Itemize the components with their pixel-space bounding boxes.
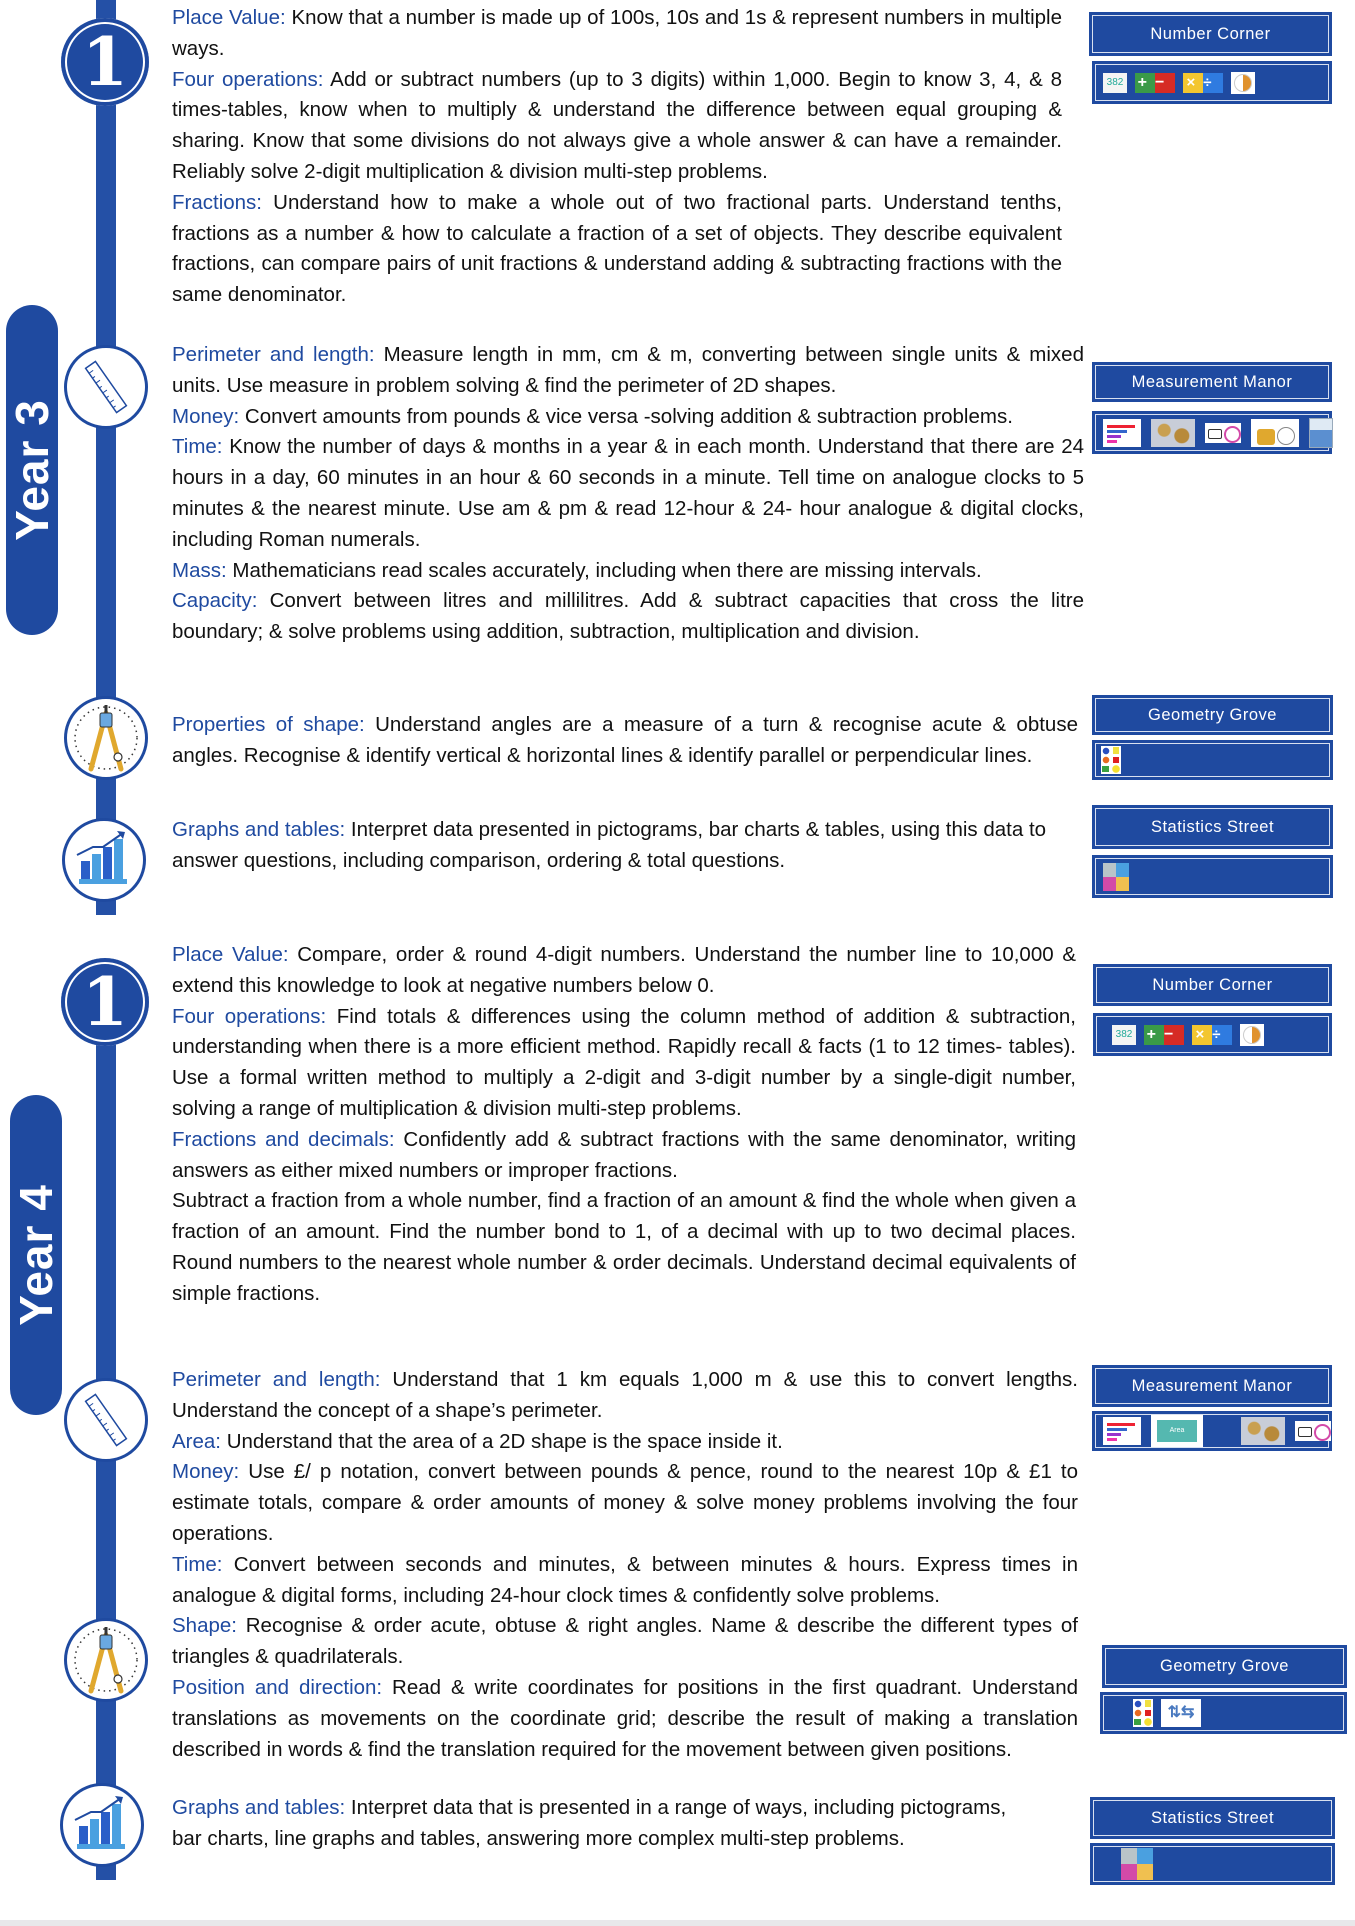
objective-text: Understand that 1 km equals 1,000 m & use this to convert lengths. Understand the concept of a shape’s perimeter. — [172, 1368, 1078, 1422]
multiply-divide-icon[interactable]: ×÷ — [1183, 73, 1223, 93]
objective-title: Time: — [172, 435, 223, 459]
year3-measurement-text — [172, 340, 1084, 648]
objective-text: Know the number of days & months in a year & in each month. Understand that there are 24 hours in a day, 60 minutes in an hour & 60 seconds in a minute. Tell time on analogue clocks to 5 minutes & the nearest minute. Use am & pm & read 12-hour & 24- hour analogue & digital clocks, including Roman numerals. — [172, 435, 1084, 551]
box-title: Geometry Grove — [1148, 705, 1277, 724]
year3-number-text — [172, 3, 1062, 311]
objective-paragraph — [172, 586, 1084, 648]
objective-paragraph — [172, 1611, 1078, 1673]
objective-title: Capacity: — [172, 589, 258, 613]
area-rectangle-icon[interactable] — [1151, 1415, 1203, 1447]
geometry-grove-icons — [1092, 740, 1333, 780]
objective-text: Mathematicians read scales accurately, including when there are missing intervals. — [226, 558, 982, 582]
objective-text: Confidently add & subtract fractions with the same denominator, writing answers as either mixed numbers or improper fractions. — [172, 1127, 1077, 1182]
geometry-grove-icons — [1100, 1692, 1347, 1734]
objective-title: Area: — [172, 1429, 221, 1453]
objective-title: Four operations: — [172, 67, 324, 91]
multiply-divide-icon[interactable]: ×÷ — [1192, 1025, 1232, 1045]
objective-text: Know that a number is made up of 100s, 10s and 1s & represent numbers in multiple ways. — [172, 6, 1062, 60]
year-3-pill — [6, 305, 58, 635]
number-one-icon: 1 — [61, 18, 149, 106]
objective-paragraph — [172, 3, 1062, 65]
objective-title: Four operations: — [172, 1004, 327, 1028]
objective-title: Money: — [172, 404, 240, 428]
objective-paragraph — [172, 1673, 1078, 1765]
objective-title: Fractions and decimals: — [172, 1127, 395, 1151]
objective-title: Shape: — [172, 1614, 237, 1638]
objective-text: Find totals & differences using the column method of addition & subtraction, understanding when there is a more efficient method. Rapidly recall & facts (1 to 12 times- tables). Use a formal written method to multiply a 2-digit and 3-digit number by a single-digit number, solving a range of multiplication & division multi-step problems. — [172, 1004, 1076, 1120]
objective-paragraph — [172, 815, 1052, 877]
measurement-manor-icons — [1092, 411, 1332, 454]
objective-title: Place Value: — [172, 943, 289, 966]
area-thumb-label: Area — [1157, 1420, 1197, 1442]
ruler-icon — [64, 1378, 148, 1462]
objective-title: Money: — [172, 1460, 240, 1484]
ruler-icon — [64, 345, 148, 429]
objective-text: Use £/ p notation, convert between pounds & pence, round to the nearest 10p & £1 to estimate totals, compare & order amounts of money & solve money problems involving the four operations. — [172, 1460, 1078, 1545]
year4-statistics-text — [172, 1793, 1032, 1855]
objective-title: Graphs and tables: — [172, 1796, 346, 1819]
objective-paragraph — [172, 1793, 1032, 1855]
objective-text: Subtract a fraction from a whole number, find a fraction of an amount & find the whole when given a fraction of an amount. Find the number bond to 1, of a decimal with up to two decimal places. Round numbers to the nearest whole number & order decimals. Understand decimal equivalents of simple fractions. — [172, 1189, 1076, 1305]
objective-paragraph — [172, 188, 1062, 311]
objective-text: Understand angles are a measure of a turn & recognise acute & obtuse angles. Recognise & identify vertical & horizontal lines & identify parallel or perpendicular lines. — [172, 713, 1078, 767]
digital-analogue-clock-icon[interactable] — [1295, 1421, 1331, 1441]
objective-title: Time: — [172, 1552, 223, 1576]
objective-text: Add or subtract numbers (up to 3 digits) within 1,000. Begin to know 3, 4, & 8 times-tables, know when to multiply & understand the difference between equal grouping & sharing. Know that some divisions do not always give a whole answer & can have a remainder. Reliably solve 2-digit multiplication & division multi-step problems. — [172, 67, 1062, 183]
statistics-street-icons — [1092, 855, 1333, 898]
translation-arrows-icon[interactable]: ⇅⇆ — [1161, 1699, 1201, 1727]
measurement-manor-button[interactable] — [1092, 362, 1332, 402]
objective-text: Interpret data that is presented in a range of ways, including pictograms, bar charts, line graphs and tables, answering more complex multi-step problems. — [172, 1796, 1007, 1850]
money-coins-icon[interactable] — [1241, 1417, 1285, 1445]
objective-text: Convert between seconds and minutes, & between minutes & hours. Express times in analogue & digital forms, including 24-hour clock times & confidently solve problems. — [172, 1552, 1078, 1607]
box-title: Statistics Street — [1150, 817, 1275, 836]
objective-paragraph — [172, 1365, 1078, 1427]
digital-analogue-clock-icon[interactable] — [1205, 423, 1241, 443]
objective-title: Fractions: — [172, 190, 262, 214]
money-coins-icon[interactable] — [1151, 419, 1195, 447]
objective-title: Graphs and tables: — [172, 818, 346, 841]
box-title: Geometry Grove — [1160, 1657, 1289, 1675]
box-title: Statistics Street — [1150, 1808, 1275, 1827]
fraction-half-icon[interactable] — [1240, 1024, 1264, 1046]
box-title: Measurement Manor — [1131, 1376, 1293, 1395]
add-subtract-icon[interactable]: +− — [1144, 1025, 1184, 1045]
weighing-scales-icon[interactable] — [1251, 419, 1299, 447]
fraction-half-icon[interactable] — [1231, 72, 1255, 94]
place-value-grid-icon[interactable]: 382 — [1112, 1025, 1136, 1045]
objective-text: Measure length in mm, cm & m, converting between single units & mixed units. Use measure in problem solving & find the perimeter of 2D shapes. — [172, 343, 1084, 397]
bar-chart-growth-icon — [62, 818, 146, 902]
year-4-label: Year 4 — [10, 1184, 62, 1326]
objective-title: Mass: — [172, 558, 227, 582]
objective-text: Read & write coordinates for positions in the first quadrant. Understand translations as movements on the coordinate grid; describe the result of making a translation described in words & find the translation required for the movement between given positions. — [172, 1675, 1078, 1761]
year-4-pill — [10, 1095, 62, 1415]
statistics-street-icons — [1090, 1843, 1335, 1885]
box-title: Measurement Manor — [1131, 372, 1293, 391]
number-corner-icons — [1092, 61, 1332, 104]
shapes-grid-icon[interactable] — [1101, 746, 1121, 774]
objective-paragraph — [172, 556, 1084, 587]
number-corner-button[interactable] — [1093, 964, 1332, 1006]
year4-number-text — [172, 940, 1076, 1310]
objective-paragraph — [172, 402, 1084, 433]
bar-chart-growth-icon — [60, 1783, 144, 1867]
objective-paragraph — [172, 710, 1078, 772]
objective-paragraph — [172, 432, 1084, 555]
graphs-collage-icon[interactable] — [1121, 1848, 1153, 1880]
objective-paragraph — [172, 1125, 1076, 1187]
measurement-manor-icons — [1092, 1411, 1332, 1451]
statistics-street-button[interactable] — [1092, 805, 1333, 849]
bar-chart-length-icon[interactable] — [1103, 1417, 1141, 1445]
box-title: Number Corner — [1152, 975, 1273, 994]
box-title: Number Corner — [1150, 24, 1271, 43]
page-bottom-strip — [0, 1920, 1355, 1926]
year-3-label: Year 3 — [6, 399, 58, 541]
objective-paragraph — [172, 1186, 1076, 1309]
objective-text: Compare, order & round 4-digit numbers. Understand the number line to 10,000 & extend this knowledge to look at negative numbers below 0. — [172, 943, 1076, 997]
geometry-grove-button[interactable] — [1102, 1645, 1347, 1688]
objective-paragraph — [172, 1457, 1078, 1549]
measurement-manor-button[interactable] — [1092, 1365, 1332, 1407]
objective-text: Understand how to make a whole out of two fractional parts. Understand tenths, fractions as a number & how to calculate a fraction of a set of objects. They describe equivalent fractions, can compare pairs of unit fractions & understand adding & subtracting fractions with the same denominator. — [172, 190, 1062, 307]
place-value-grid-icon[interactable]: 382 — [1103, 73, 1127, 93]
objective-paragraph — [172, 1550, 1078, 1612]
bar-chart-length-icon[interactable] — [1103, 419, 1141, 447]
measuring-jug-icon[interactable] — [1309, 418, 1333, 448]
objective-title: Perimeter and length: — [172, 1368, 381, 1391]
objective-title: Place Value: — [172, 6, 286, 29]
year3-geometry-text — [172, 710, 1078, 772]
statistics-street-button[interactable] — [1090, 1797, 1335, 1839]
number-corner-icons — [1093, 1013, 1332, 1056]
objective-title: Perimeter and length: — [172, 343, 375, 366]
number-one-icon: 1 — [61, 958, 149, 1046]
objective-paragraph — [172, 1002, 1076, 1125]
add-subtract-icon[interactable]: +− — [1135, 73, 1175, 93]
objective-paragraph — [172, 65, 1062, 188]
objective-title: Properties of shape: — [172, 713, 365, 736]
year3-statistics-text — [172, 815, 1052, 877]
objective-text: Convert amounts from pounds & vice versa -solving addition & subtraction problems. — [239, 404, 1013, 428]
compass-icon — [64, 696, 148, 780]
geometry-grove-button[interactable] — [1092, 695, 1333, 735]
objective-text: Interpret data presented in pictograms, bar charts & tables, using this data to answer questions, including comparison, ordering & total questions. — [172, 818, 1047, 872]
objective-paragraph — [172, 340, 1084, 402]
number-corner-button[interactable] — [1089, 12, 1332, 56]
objective-text: Convert between litres and millilitres. Add & subtract capacities that cross the litre boundary; & solve problems using addition, subtraction, multiplication and division. — [172, 589, 1084, 644]
year4-measurement-text — [172, 1365, 1078, 1765]
compass-icon — [64, 1618, 148, 1702]
objective-title: Position and direction: — [172, 1675, 383, 1699]
shapes-grid-icon[interactable] — [1133, 1699, 1153, 1727]
objective-paragraph — [172, 940, 1076, 1002]
graphs-collage-icon[interactable] — [1103, 863, 1129, 891]
objective-text: Recognise & order acute, obtuse & right angles. Name & describe the different types of triangles & quadrilaterals. — [172, 1614, 1078, 1669]
objective-paragraph — [172, 1427, 1078, 1458]
objective-text: Understand that the area of a 2D shape is the space inside it. — [221, 1429, 783, 1453]
